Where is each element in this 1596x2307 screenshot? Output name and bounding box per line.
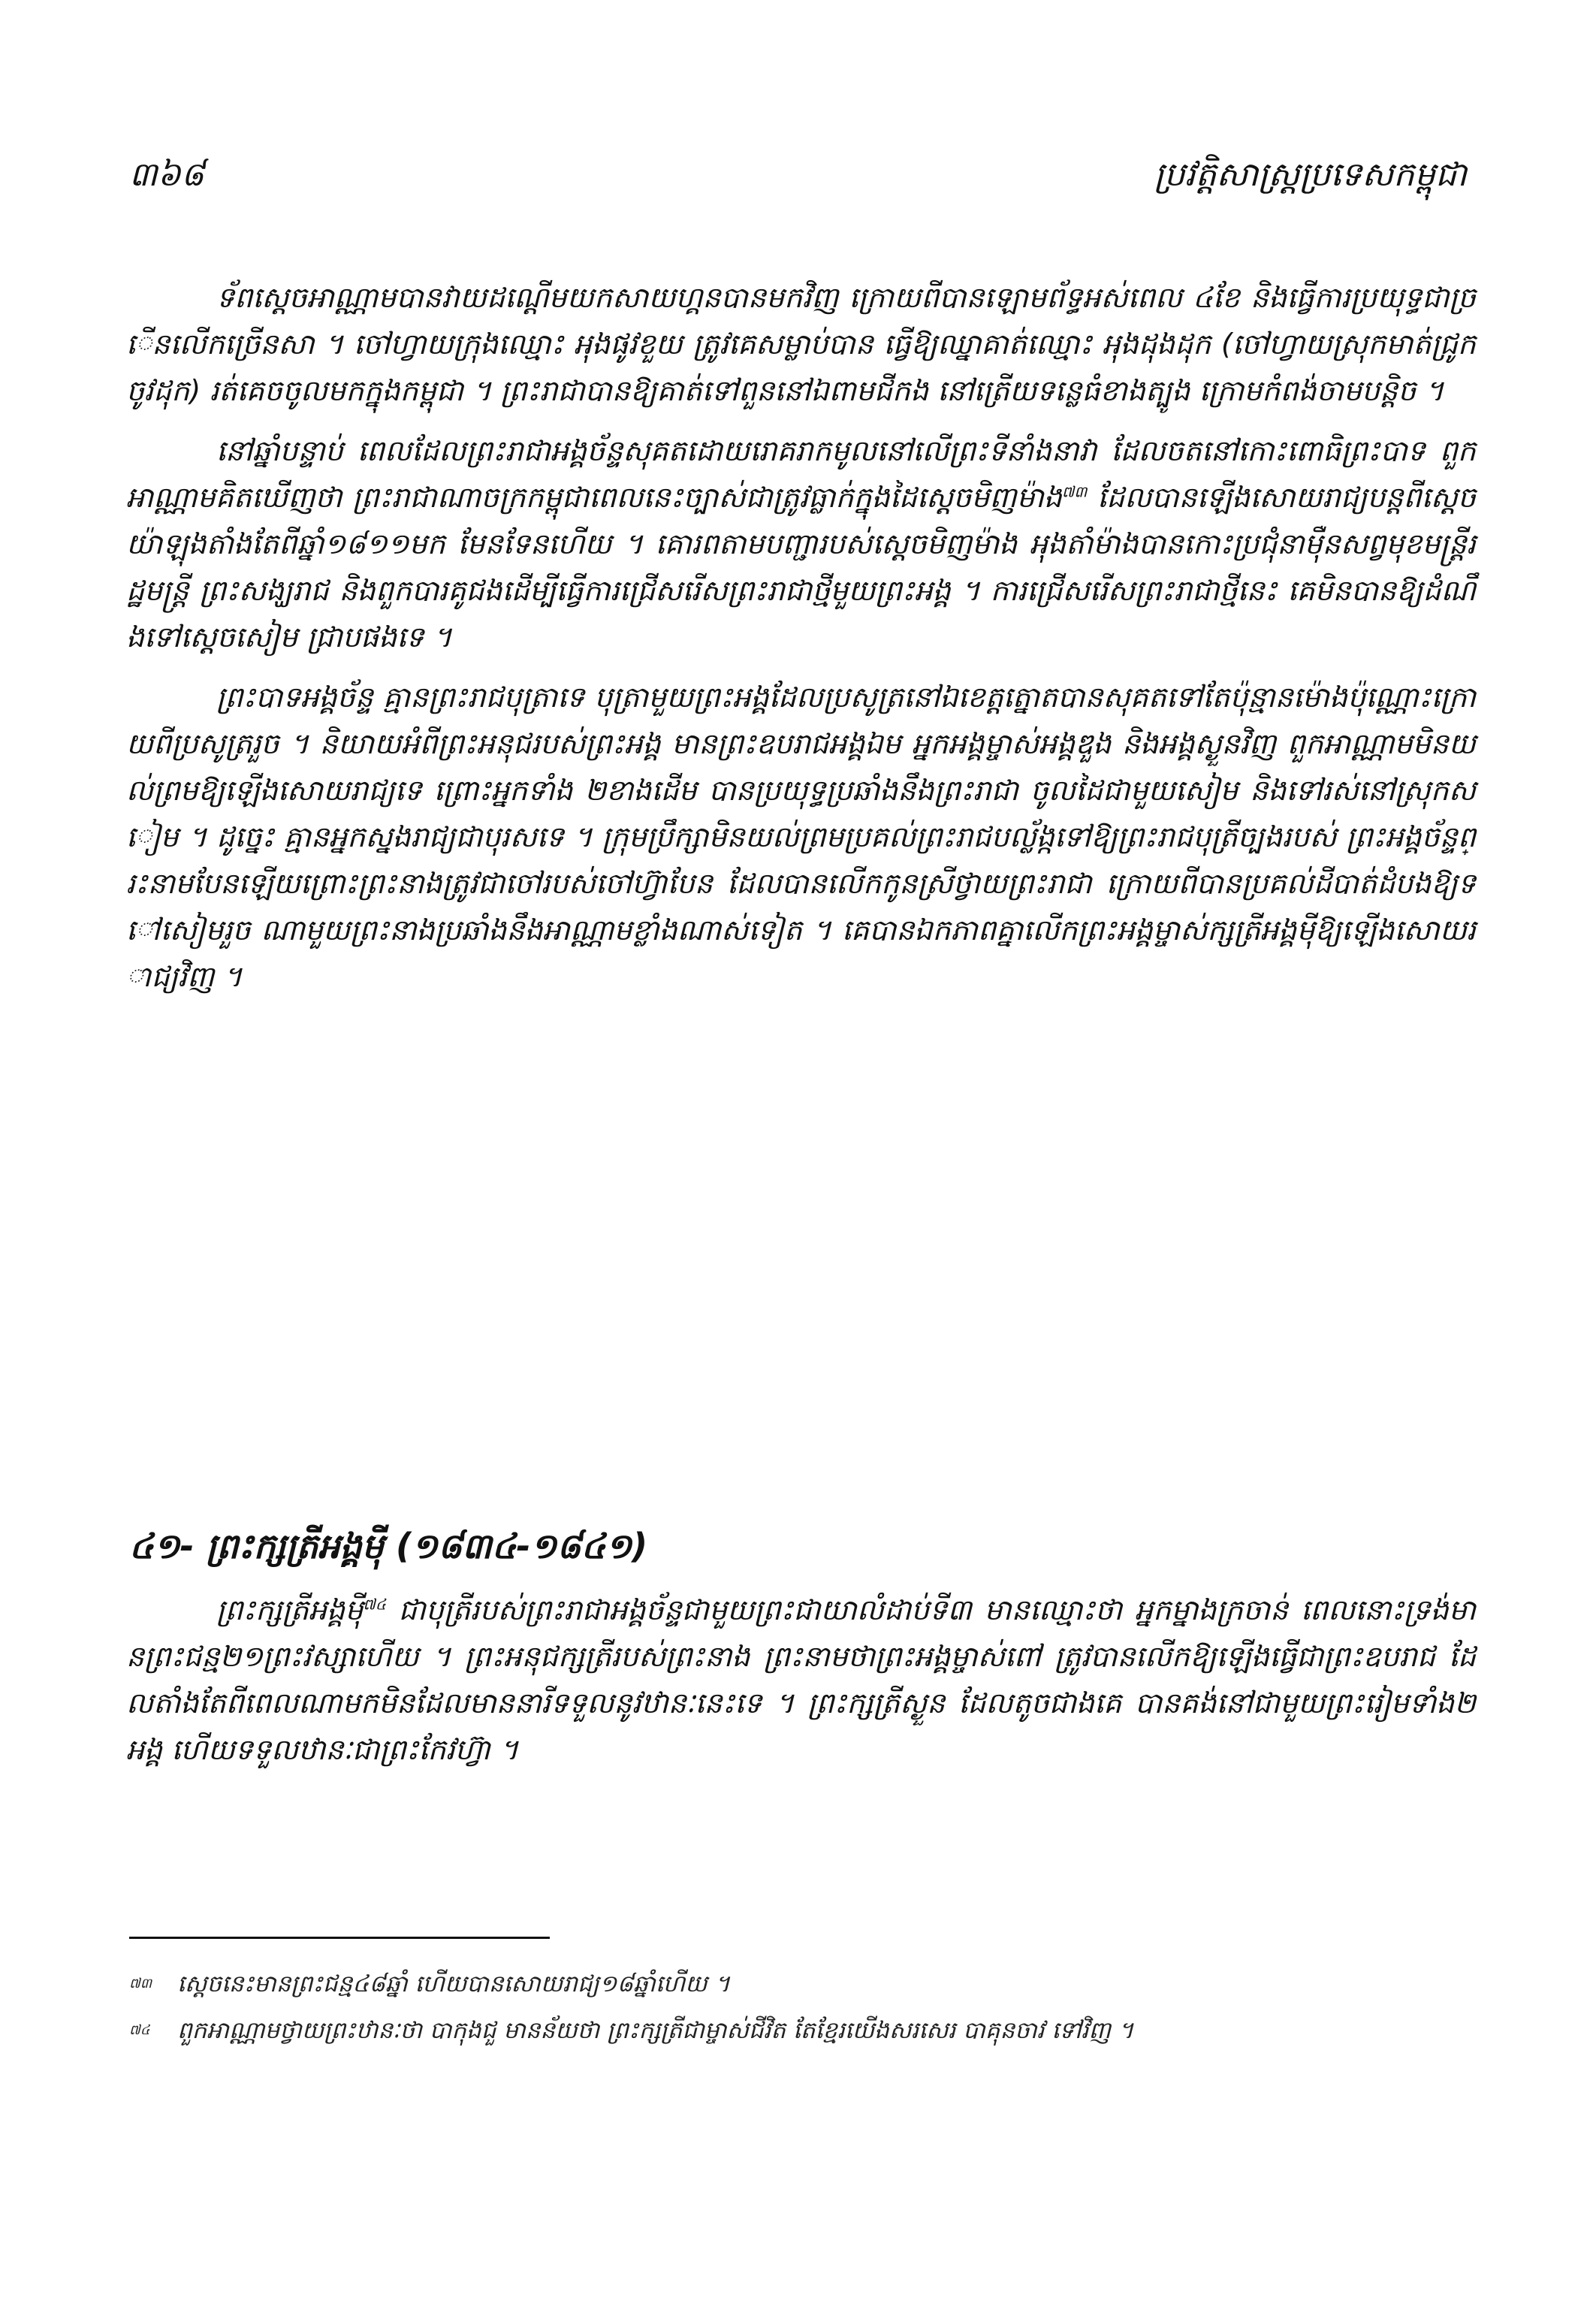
paragraph-text: នៅឆ្នាំបន្ទាប់ ពេលដែលព្រះរាជាអង្គច័ន្ទសុគតដោយរោគរាកមូលនៅលើព្រះទីនាំងនាវា ដែលចតនៅកោះពោធិព្រះបាទ ពួកអាណ្ណាមគិតឃើញថា ព្រះរាជាណាចក្រកម្ពុជាពេលនេះច្បាស់ជាត្រូវធ្លាក់ក្នុងដៃស្តេចមិញម៉ាង [126,434,1476,514]
paragraph-text: ដែលបានឡើងសោយរាជ្យបន្តពីស្តេចយ៉ាឡុងតាំងតែពីឆ្នាំ១៨១១មក មែនទែនហើយ ។ គោរពតាមបញ្ជារបស់ស្តេចមិញម៉ាង អុងតាំម៉ាងបានកោះប្រជុំនាម៉ឺនសព្វមុខមន្ត្រីរដ្ឋមន្ត្រី ព្រះសង្ឃរាជ និងពួកបារគូជងដើម្បីធ្វើការជ្រើសរើសព្រះរាជាថ្មីមួយព្រះអង្គ ។ ការជ្រើសរើសព្រះរាជាថ្មីនេះ គេមិនបានឱ្យដំណឹងទៅស្តេចសៀម ជ្រាបផងទេ ។ [126,481,1477,654]
paragraph [126,1587,1476,1773]
footnotes [129,1961,1476,2054]
footnote [129,1961,1476,2007]
footnote-mark: ៧៤ [129,2022,150,2038]
section-heading: ៤១- ព្រះក្សត្រីអង្គម៉ី (១៨៣៤-១៨៤១) [129,1526,648,1566]
paragraph [126,427,1476,660]
footnote-text: ពួកអាណ្ណាមថ្វាយព្រះឋានៈថា បាកុងជួ មានន័យថា ព្រះក្សត្រីជាម្ចាស់ជីវិត តែខ្មែរយើងសរសេរ បាគុនចាវ ទៅវិញ ។ [177,2017,1134,2044]
paragraph [126,274,1476,414]
paragraph-text: ព្រះបាទអង្គច័ន្ទ គ្មានព្រះរាជបុត្រាទេ បុត្រាមួយព្រះអង្គដែលប្រសូត្រនៅឯខេត្តត្នោតបានសុគតទៅតែប៉ុន្មានម៉ោងប៉ុណ្ណោះក្រោយពីប្រសូត្ររួច ។ និយាយអំពីព្រះអនុជរបស់ព្រះអង្គ មានព្រះឧបរាជអង្គឯម អ្នកអង្គម្ចាស់អង្គឌួង និងអង្គស្ងួនវិញ ពួកអាណ្ណាមមិនយល់ព្រមឱ្យឡើងសោយរាជ្យទេ ព្រោះអ្នកទាំង ២ខាងដើម បានប្រយុទ្ធប្រឆាំងនឹងព្រះរាជា ចូលដៃជាមួយសៀម និងទៅរស់នៅស្រុកសៀម ។ ដូច្នេះ គ្មានអ្នកស្នងរាជ្យជាបុរសទេ ។ ក្រុមប្រឹក្សាមិនយល់ព្រមប្រគល់ព្រះរាជបល្ល័ង្កទៅឱ្យព្រះរាជបុត្រីច្បងរបស់ ព្រះអង្គច័ន្ទព្រះនាមបែនឡើយព្រោះព្រះនាងត្រូវជាចៅរបស់ចៅហ្វ៊ាបែន ដែលបានលើកកូនស្រីថ្វាយព្រះរាជា ក្រោយពីបានប្រគល់ដីបាត់ដំបងឱ្យទៅសៀមរួច ណាមួយព្រះនាងប្រឆាំងនឹងអាណ្ណាមខ្លាំងណាស់ទៀត ។ គេបានឯកភាពគ្នាលើកព្រះអង្គម្ចាស់ក្សត្រីអង្គម៉ីឱ្យឡើងសោយរាជ្យវិញ ។ [126,681,1476,993]
footnote-mark: ៧៣ [129,1976,152,1991]
main-text [126,274,1476,1000]
paragraph-text: ជាបុត្រីរបស់ព្រះរាជាអង្គច័ន្ទជាមួយព្រះជាយាលំដាប់ទី៣ មានឈ្មោះថា អ្នកម្នាងក្រចាន់ ពេលនោះទ្រង់មានព្រះជន្ម២១ព្រះវស្សាហើយ ។ ព្រះអនុជក្សត្រីរបស់ព្រះនាង ព្រះនាមថាព្រះអង្គម្ចាស់ពៅ ត្រូវបានលើកឱ្យឡើងធ្វើជាព្រះឧបរាជ ដែលតាំងតែពីពេលណាមកមិនដែលមាននារីទទួលនូវឋានៈនេះទេ ។ ព្រះក្សត្រីស្ងួន ដែលតូចជាងគេ បានគង់នៅជាមួយព្រះរៀមទាំង២អង្គ ហើយទទួលឋានៈជាព្រះកែវហ្វ៊ា ។ [126,1593,1476,1766]
paragraph-text: ព្រះក្សត្រីអង្គម៉ី [216,1593,364,1626]
footnote-ref[interactable]: ៧៤ [363,1595,386,1614]
footnote-ref[interactable]: ៧៣ [1061,482,1088,501]
paragraph-text: ទ័ពស្តេចអាណ្ណាមបានវាយដណ្តើមយកសាយហ្គនបានមកវិញ ក្រោយពីបានឡោមព័ទ្ធអស់ពេល ៤ខែ និងធ្វើការប្រយុទ្ធជាច្រើនលើកច្រើនសា ។ ចៅហ្វាយក្រុងឈ្មោះ អុងផូវខួយ ត្រូវគេសម្លាប់បាន ធ្វើឱ្យឈ្នាគាត់ឈ្មោះ អុងដុងដុក (ចៅហ្វាយស្រុកមាត់ជ្រូកចូវដុក) រត់គេចចូលមកក្នុងកម្ពុជា ។ ព្រះរាជាបានឱ្យគាត់ទៅពួននៅឯពាមជីកង នៅត្រើយទន្លេធំខាងត្បូង ក្រោមកំពង់ចាមបន្តិច ។ [126,281,1476,407]
footnote-text: ស្តេចនេះមានព្រះជន្ម៤៨ឆ្នាំ ហើយបានសោយរាជ្យ១៨ឆ្នាំហើយ ។ [177,1970,730,1997]
section-text [126,1587,1476,1773]
running-title: ប្រវត្តិសាស្ត្រប្រទេសកម្ពុជា [1154,156,1467,194]
footnote-divider [129,1937,550,1939]
paragraph [126,674,1476,1000]
page-number: ៣៦៨ [129,156,204,194]
footnote [129,2007,1476,2054]
page-header [129,154,1467,214]
